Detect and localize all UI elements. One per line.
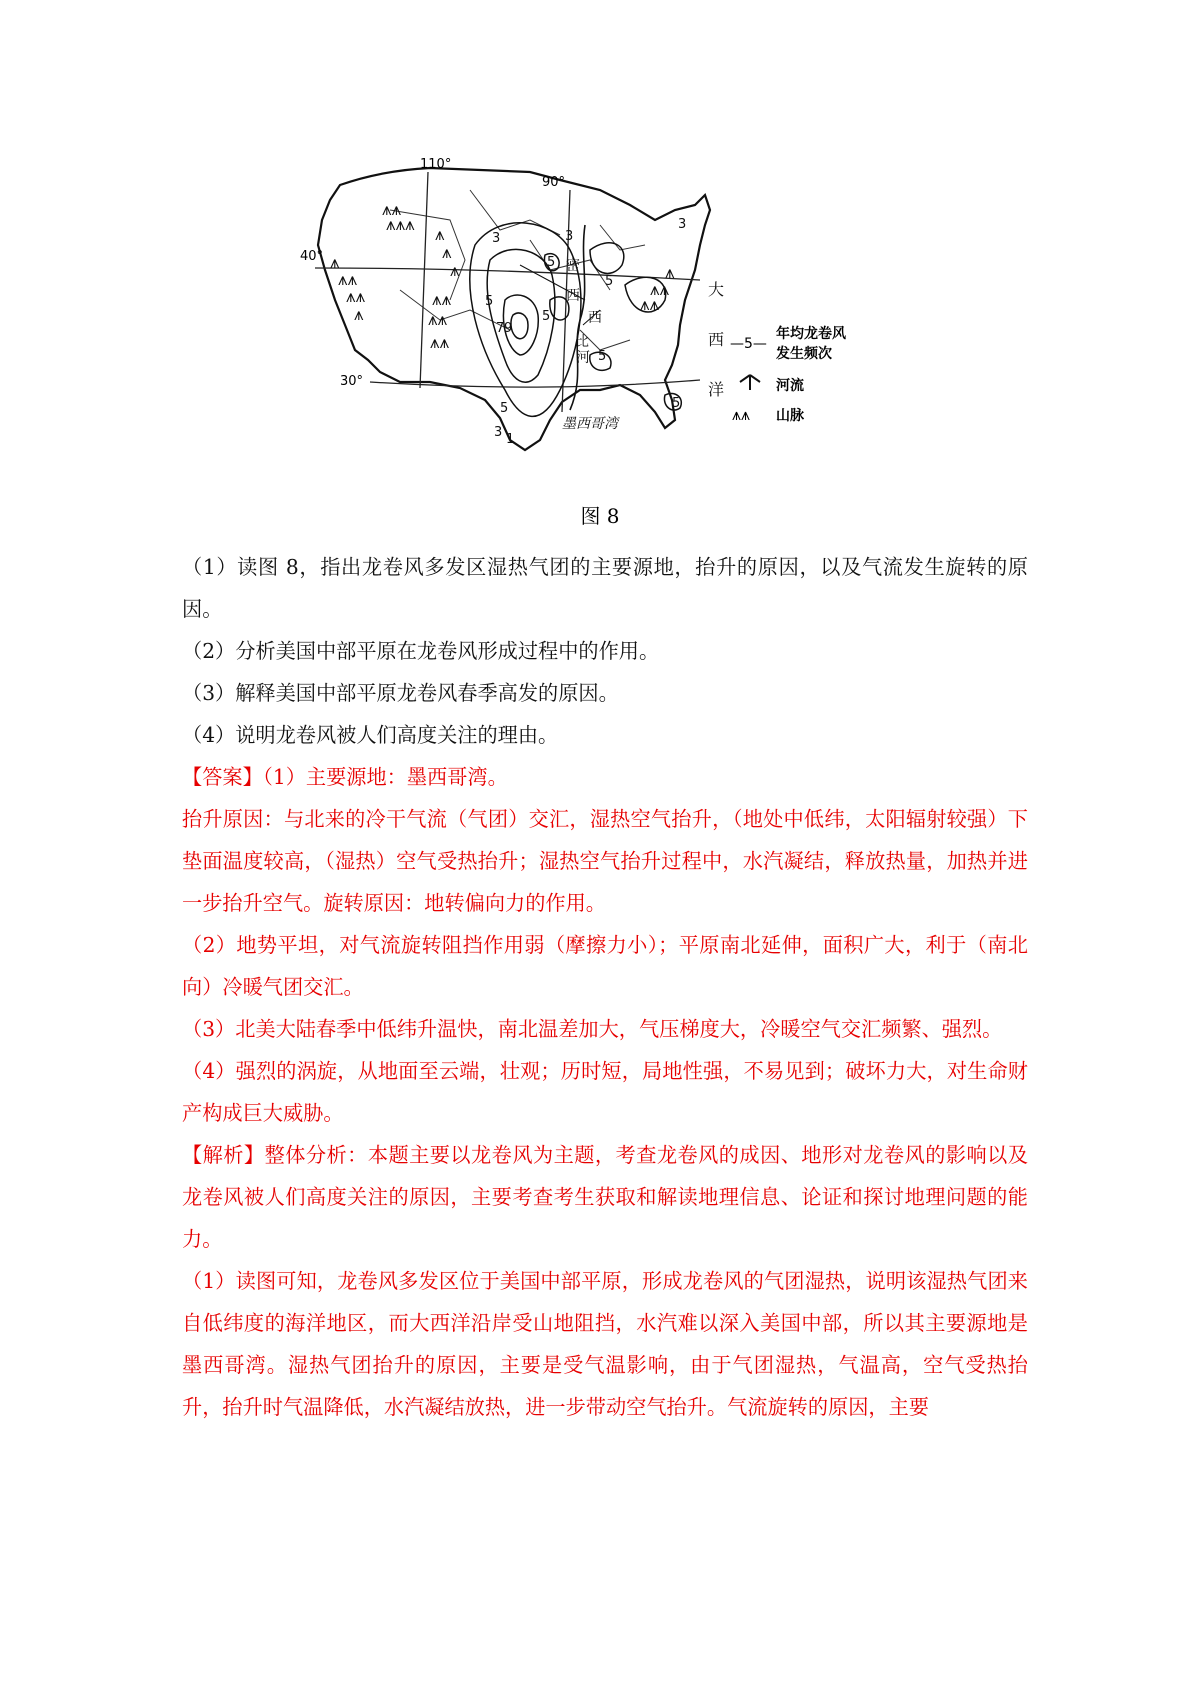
answer-paragraph-4: （3）北美大陆春季中低纬升温快，南北温差加大，气压梯度大，冷暖空气交汇频繁、强烈。 <box>182 1017 1003 1041</box>
legend-river-label: 河流 <box>776 378 804 394</box>
svg-text:⩚⩚: ⩚⩚ <box>640 295 660 315</box>
svg-text:⩚⩚: ⩚⩚ <box>650 280 670 300</box>
contour-label: 5 <box>598 349 607 364</box>
river-symbol-icon <box>740 375 760 390</box>
question-1: （1）读图 8，指出龙卷风多发区湿热气团的主要源地，抬升的原因，以及气流发生旋转的原因。 <box>182 555 1028 621</box>
contour-label: 3 <box>678 217 687 232</box>
river-label-char: 比 <box>575 334 589 350</box>
figure-caption: 图 8 <box>580 504 620 528</box>
contour-label: 5 <box>547 255 556 270</box>
answer-text-1: （1）主要源地：墨西哥湾。 <box>262 765 508 789</box>
contour-label: 3 <box>494 425 503 440</box>
svg-text:⩚⩚: ⩚⩚ <box>432 290 452 310</box>
longitude-line-110 <box>420 172 428 388</box>
tornado-frequency-map <box>300 150 902 484</box>
map-legend <box>730 325 847 424</box>
lat-label-40: 40° <box>300 249 324 264</box>
gulf-label: 墨西哥湾 <box>562 416 618 432</box>
contour-label: 5 <box>500 401 509 416</box>
contour-label: 3 <box>492 231 501 246</box>
contour-label: 5 <box>672 396 681 411</box>
contour-label: 9 <box>504 321 513 336</box>
lat-label-30: 30° <box>340 374 364 389</box>
answer-paragraph-1 <box>182 756 1028 798</box>
analysis-text-1: 整体分析：本题主要以龙卷风为主题，考查龙卷风的成因、地形对龙卷风的影响以及龙卷风被人们高度关注的原因，主要考查考生获取和解读地理信息、论证和探讨地理问题的能力。 <box>182 1143 1028 1251</box>
svg-text:⩚⩚: ⩚⩚ <box>338 270 358 290</box>
river-label-char: 密 <box>566 258 580 274</box>
answer-paragraph-3: （2）地势平坦，对气流旋转阻挡作用弱（摩擦力小）；平原南北延伸，面积广大，利于（南北向）冷暖气团交汇。 <box>182 933 1028 999</box>
legend-contour-label: 年均龙卷风 <box>776 326 846 342</box>
svg-text:⩚⩚: ⩚⩚ <box>428 310 448 330</box>
analysis-heading: 【解析】 <box>182 1143 265 1167</box>
river-label-char: 西 <box>588 310 602 326</box>
contour-label: 5 <box>485 294 494 309</box>
contour-label: 3 <box>565 229 574 244</box>
ocean-label-char: 大 <box>708 280 725 299</box>
contour-label: 5 <box>542 309 551 324</box>
question-2: （2）分析美国中部平原在龙卷风形成过程中的作用。 <box>182 639 660 663</box>
mountain-symbol-icon: ⩚⩚ <box>732 405 751 424</box>
river-label-char: 西 <box>566 288 580 304</box>
svg-text:⩚: ⩚ <box>665 263 675 283</box>
svg-text:⩚: ⩚ <box>442 243 452 263</box>
lon-label-90: 90° <box>542 175 566 190</box>
contour-label: 1 <box>506 432 515 447</box>
lon-label-110: 110° <box>420 157 452 172</box>
contour-label: 7 <box>496 321 505 336</box>
question-4: （4）说明龙卷风被人们高度关注的理由。 <box>182 723 559 747</box>
answer-heading: 【答案】 <box>182 765 263 789</box>
mississippi-river <box>570 225 585 410</box>
svg-text:⩚⩚: ⩚⩚ <box>382 200 402 220</box>
analysis-paragraph-2: （1）读图可知，龙卷风多发区位于美国中部平原，形成龙卷风的气团湿热，说明该湿热气团来自低纬度的海洋地区，而大西洋沿岸受山地阻挡，水汽难以深入美国中部，所以其主要源地是墨西哥湾。湿热气团抬升的原因，主要是受气温影响，由于气团湿热，气温高，空气受热抬升，抬升时气温降低，水汽凝结放热，进一步带动空气抬升。气流旋转的原因，主要 <box>182 1269 1028 1419</box>
legend-contour-label-2: 发生频次 <box>776 346 832 362</box>
analysis-paragraph-1 <box>182 1134 1028 1260</box>
answer-paragraph-2: 抬升原因：与北来的冷干气流（气团）交汇，湿热空气抬升，（地处中低纬，太阳辐射较强）下垫面温度较高，（湿热）空气受热抬升；湿热空气抬升过程中，水汽凝结，释放热量，加热并进一步抬升空气。旋转原因：地转偏向力的作用。 <box>182 807 1028 915</box>
ocean-label-char: 洋 <box>708 380 725 399</box>
river-label-char: 河 <box>576 350 590 366</box>
legend-contour-symbol: —5— <box>730 336 767 352</box>
svg-text:⩚⩚: ⩚⩚ <box>346 287 366 307</box>
contour-label: 5 <box>605 274 614 289</box>
svg-text:⩚⩚: ⩚⩚ <box>430 333 450 353</box>
map-svg <box>300 150 902 484</box>
svg-text:⩚: ⩚ <box>330 253 340 273</box>
question-3: （3）解释美国中部平原龙卷风春季高发的原因。 <box>182 681 619 705</box>
svg-text:⩚: ⩚ <box>435 225 445 245</box>
svg-text:⩚⩚⩚: ⩚⩚⩚ <box>386 215 415 235</box>
svg-text:⩚: ⩚ <box>354 305 364 325</box>
answer-paragraph-5: （4）强烈的涡旋，从地面至云端，壮观；历时短，局地性强，不易见到；破坏力大，对生命财产构成巨大威胁。 <box>182 1059 1028 1125</box>
ocean-label-char: 西 <box>708 330 725 349</box>
svg-text:⩚: ⩚ <box>450 261 460 281</box>
document-content <box>182 546 1028 1428</box>
legend-mountain-label: 山脉 <box>776 408 804 424</box>
